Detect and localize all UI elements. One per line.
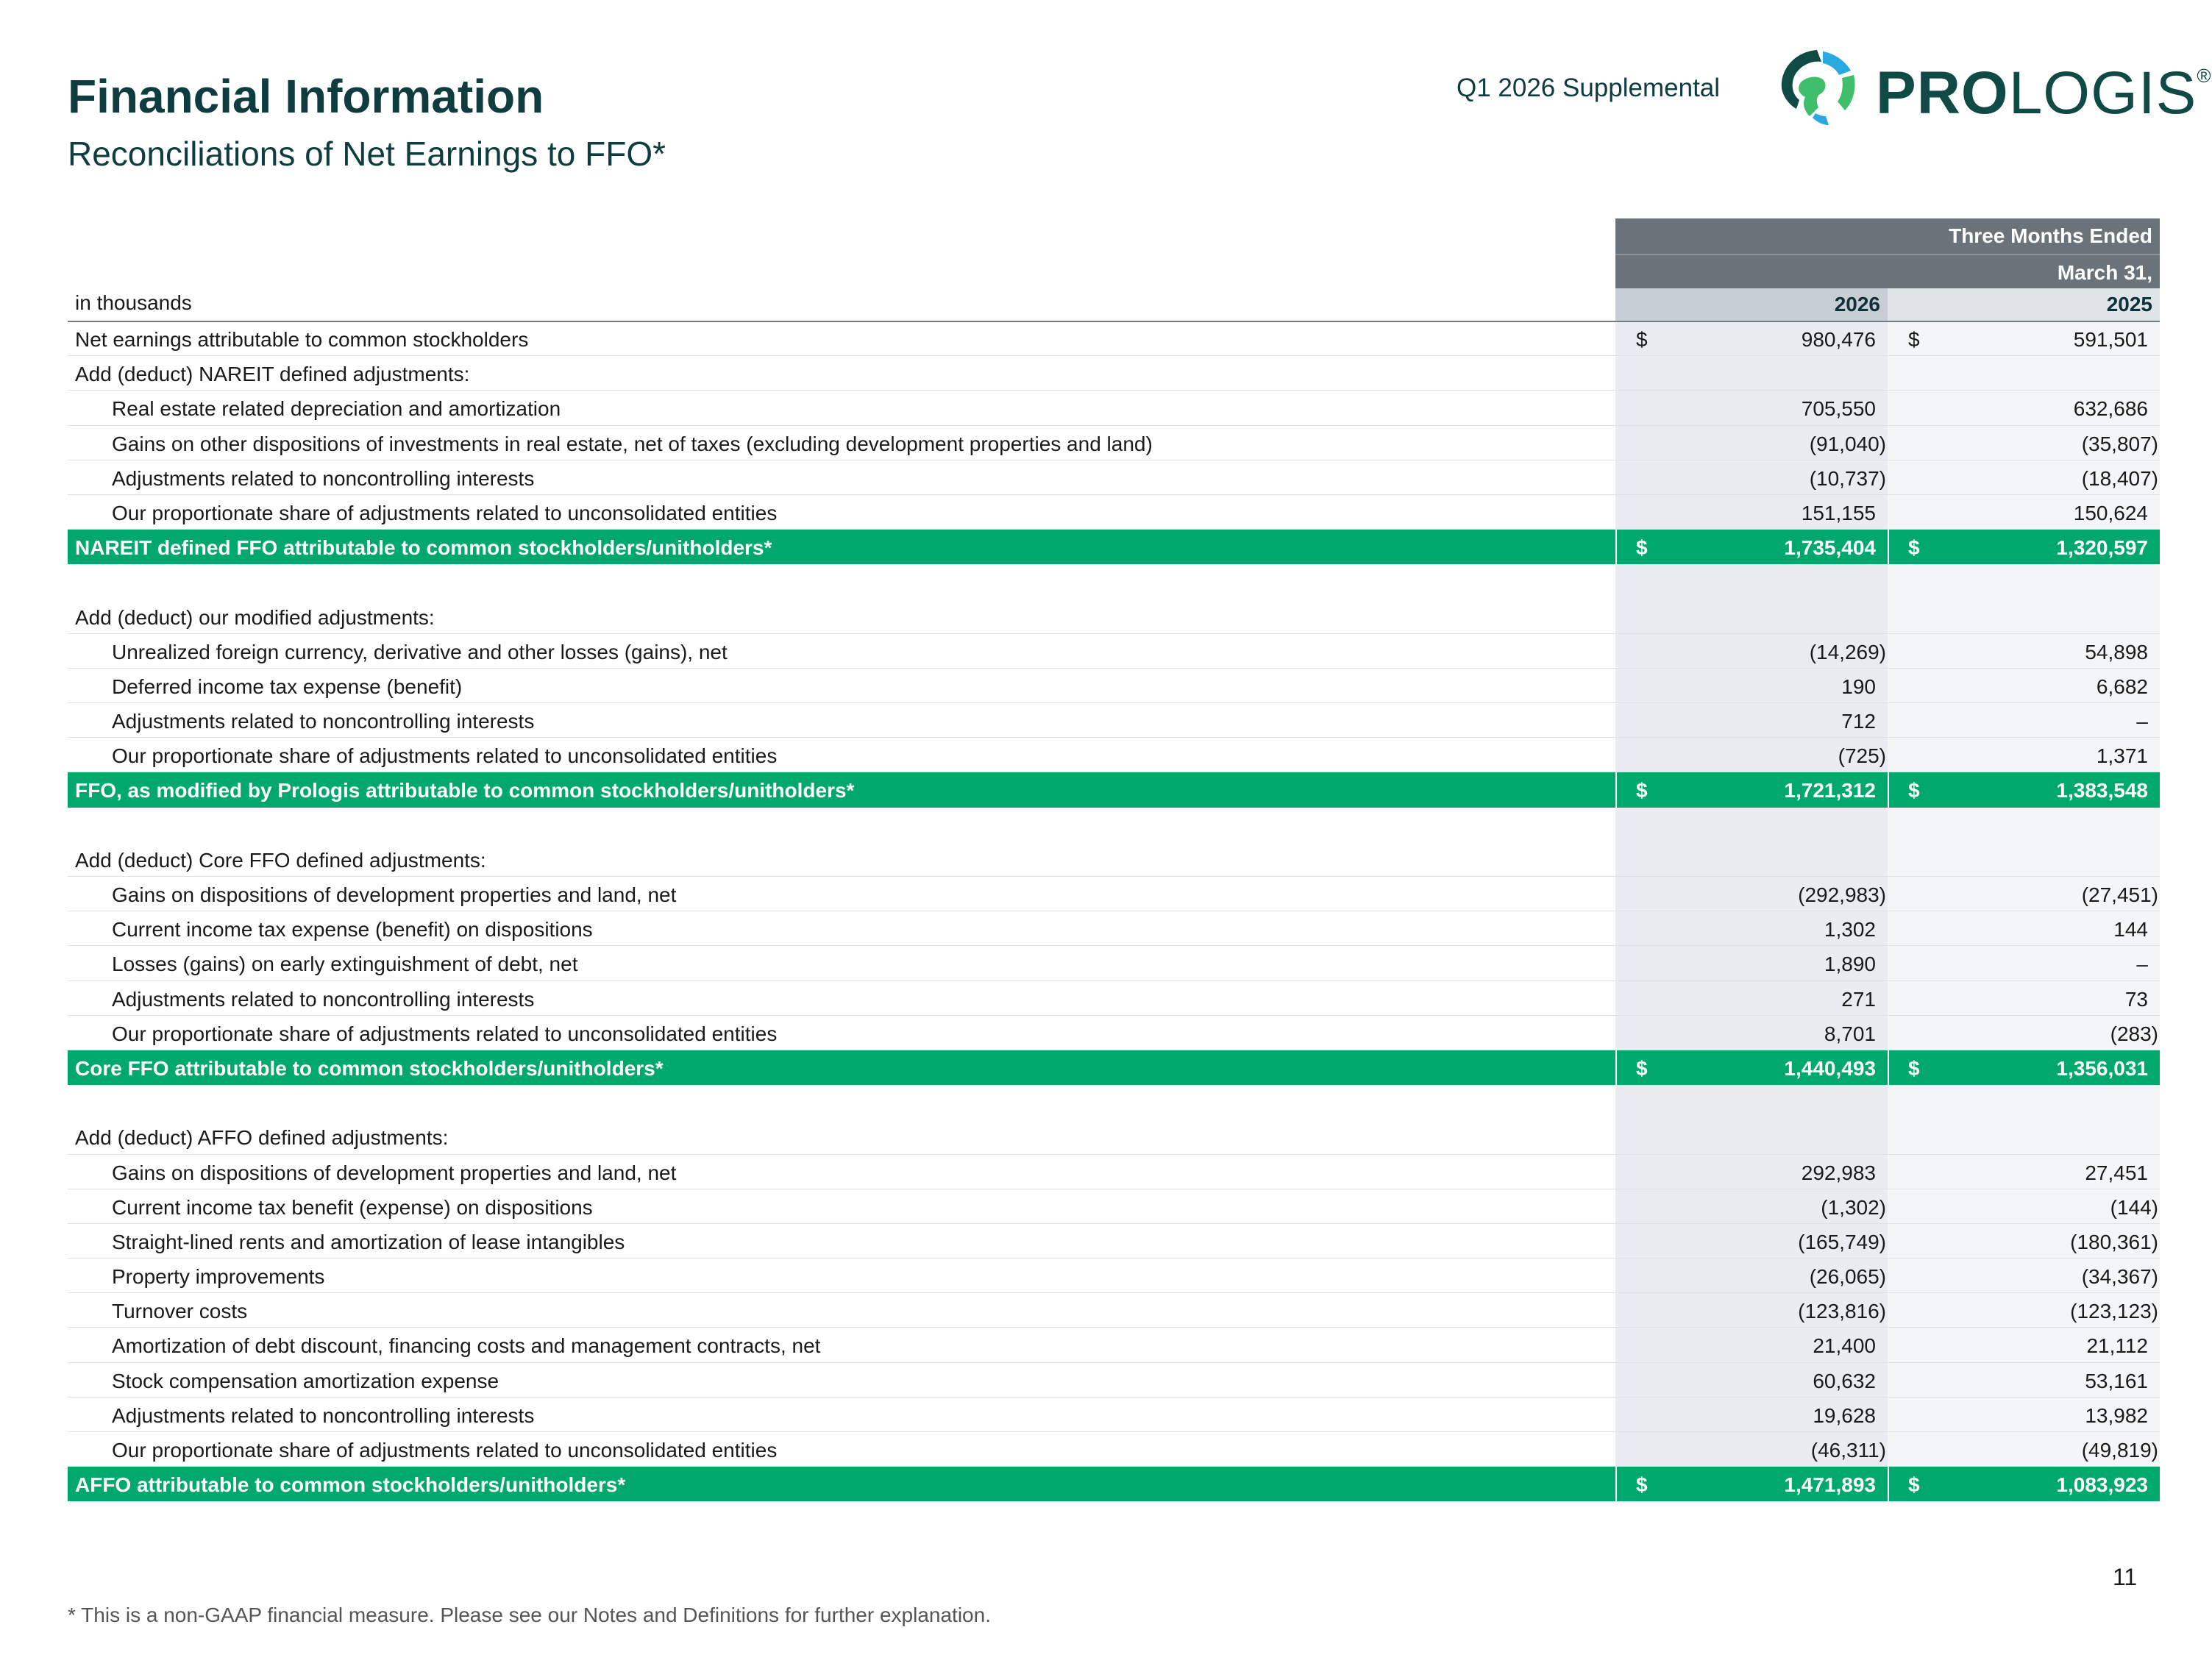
currency-symbol: $ <box>1636 1056 1648 1080</box>
row-label: Straight-lined rents and amortization of lease intangibles <box>112 1230 625 1253</box>
row-label: Adjustments related to noncontrolling interests <box>112 466 535 490</box>
value-2025: (34,367) <box>2081 1265 2158 1289</box>
table-row <box>68 1155 2160 1189</box>
currency-symbol: $ <box>1636 779 1648 802</box>
currency-symbol: $ <box>1908 536 1920 560</box>
year-header-2026: 2026 <box>1615 288 1888 321</box>
value-2025: (144) <box>2110 1195 2158 1219</box>
table-row <box>68 391 2160 425</box>
row-label: FFO, as modified by Prologis attributable to common stockholders/unitholders* <box>75 779 855 802</box>
row-label: Add (deduct) Core FFO defined adjustments: <box>75 848 486 872</box>
value-2025: 632,686 <box>2073 397 2148 421</box>
page-title: Financial Information <box>68 70 544 123</box>
row-label: Property improvements <box>112 1265 325 1289</box>
value-2025: 1,383,548 <box>2056 779 2148 802</box>
value-2026: 1,721,312 <box>1784 779 1876 802</box>
globe-logo-icon <box>1774 46 1863 131</box>
value-2025: – <box>2136 710 2148 733</box>
column-divider <box>1615 530 1617 564</box>
reconciliation-table <box>68 321 2160 1501</box>
table-row <box>68 356 2160 391</box>
column-divider <box>1888 1467 1889 1501</box>
footnote: * This is a non-GAAP financial measure. Please see our Notes and Definitions for further explanation. <box>68 1604 991 1626</box>
value-2026: 980,476 <box>1801 328 1876 351</box>
table-row <box>68 1259 2160 1293</box>
value-2025: 1,320,597 <box>2056 536 2148 560</box>
row-label: Deferred income tax expense (benefit) <box>112 675 463 698</box>
currency-symbol: $ <box>1636 328 1648 351</box>
value-2025: 1,083,923 <box>2056 1473 2148 1497</box>
value-2026: (165,749) <box>1798 1230 1886 1253</box>
value-2026: 1,735,404 <box>1784 536 1876 560</box>
row-label: Stock compensation amortization expense <box>112 1369 499 1392</box>
value-2026: (14,269) <box>1809 640 1886 663</box>
units-label: in thousands <box>75 291 192 314</box>
value-2026: (91,040) <box>1809 432 1886 455</box>
currency-symbol: $ <box>1636 536 1648 560</box>
value-2025: (18,407) <box>2081 466 2158 490</box>
column-divider <box>1615 772 1617 807</box>
row-label: Add (deduct) NAREIT defined adjustments: <box>75 363 470 386</box>
table-row <box>68 1016 2160 1050</box>
year-header-2025: 2025 <box>1888 288 2160 321</box>
table-row <box>68 1363 2160 1398</box>
value-2025: (35,807) <box>2081 432 2158 455</box>
row-label: Our proportionate share of adjustments related to unconsolidated entities <box>112 744 778 768</box>
row-label: Net earnings attributable to common stockholders <box>75 328 529 351</box>
value-2026: 271 <box>1841 987 1876 1011</box>
row-label: Amortization of debt discount, financing costs and management contracts, net <box>112 1334 821 1358</box>
prologis-logo <box>1774 46 2212 131</box>
value-2026: 1,302 <box>1824 918 1876 942</box>
column-divider <box>1888 530 1889 564</box>
currency-symbol: $ <box>1636 1473 1648 1497</box>
table-row <box>68 426 2160 460</box>
page-subtitle: Reconciliations of Net Earnings to FFO* <box>68 135 666 173</box>
column-divider <box>1888 772 1889 807</box>
table-row <box>68 1120 2160 1154</box>
table-row <box>68 808 2160 842</box>
column-divider <box>1888 1050 1889 1085</box>
value-2026: (123,816) <box>1798 1300 1886 1323</box>
table-row <box>68 1050 2160 1085</box>
table-row <box>68 842 2160 877</box>
table-row <box>68 772 2160 807</box>
table-row <box>68 1085 2160 1120</box>
row-label: Real estate related depreciation and amortization <box>112 397 561 421</box>
value-2026: 19,628 <box>1813 1403 1876 1427</box>
table-row <box>68 530 2160 564</box>
table-row <box>68 911 2160 946</box>
table-row <box>68 669 2160 703</box>
row-label: Core FFO attributable to common stockholders/unitholders* <box>75 1056 664 1080</box>
table-row <box>68 1224 2160 1259</box>
value-2026: 1,440,493 <box>1784 1056 1876 1080</box>
table-row <box>68 495 2160 530</box>
table-row <box>68 1467 2160 1501</box>
value-2025: 1,356,031 <box>2056 1056 2148 1080</box>
table-row <box>68 564 2160 599</box>
value-2025: – <box>2136 953 2148 976</box>
table-row <box>68 1328 2160 1362</box>
table-row <box>68 703 2160 738</box>
row-label: Gains on dispositions of development properties and land, net <box>112 883 677 906</box>
row-label: Adjustments related to noncontrolling interests <box>112 1403 535 1427</box>
row-label: Our proportionate share of adjustments related to unconsolidated entities <box>112 1022 778 1045</box>
column-divider <box>1615 1467 1617 1501</box>
table-row <box>68 877 2160 911</box>
table-row <box>68 738 2160 772</box>
table-row <box>68 460 2160 495</box>
row-label: Turnover costs <box>112 1300 248 1323</box>
row-label: AFFO attributable to common stockholders/unitholders* <box>75 1473 626 1497</box>
value-2025: (283) <box>2110 1022 2158 1045</box>
value-2026: (1,302) <box>1821 1195 1886 1219</box>
table-row <box>68 321 2160 356</box>
value-2026: 8,701 <box>1824 1022 1876 1045</box>
value-2026: 60,632 <box>1813 1369 1876 1392</box>
value-2026: (292,983) <box>1798 883 1886 906</box>
value-2026: (10,737) <box>1809 466 1886 490</box>
value-2025: 27,451 <box>2085 1161 2148 1184</box>
value-2026: 705,550 <box>1801 397 1876 421</box>
table-row <box>68 634 2160 669</box>
value-2025: 54,898 <box>2085 640 2148 663</box>
row-label: Current income tax expense (benefit) on dispositions <box>112 918 593 942</box>
row-label: Our proportionate share of adjustments related to unconsolidated entities <box>112 501 778 524</box>
value-2025: 144 <box>2113 918 2148 942</box>
table-row <box>68 1293 2160 1328</box>
value-2025: 53,161 <box>2085 1369 2148 1392</box>
value-2025: 150,624 <box>2073 501 2148 524</box>
row-label: Unrealized foreign currency, derivative and other losses (gains), net <box>112 640 728 663</box>
currency-symbol: $ <box>1908 328 1920 351</box>
row-label: Adjustments related to noncontrolling interests <box>112 987 535 1011</box>
table-row <box>68 599 2160 634</box>
value-2026: 712 <box>1841 710 1876 733</box>
value-2025: 21,112 <box>2086 1334 2148 1358</box>
row-label: Losses (gains) on early extinguishment of debt, net <box>112 953 578 976</box>
value-2026: (46,311) <box>1810 1439 1886 1462</box>
currency-symbol: $ <box>1908 1056 1920 1080</box>
row-label: Adjustments related to noncontrolling interests <box>112 710 535 733</box>
value-2026: (725) <box>1838 744 1886 768</box>
value-2025: 1,371 <box>2096 744 2148 768</box>
column-divider <box>1615 1050 1617 1085</box>
row-label: NAREIT defined FFO attributable to common stockholders/unitholders* <box>75 536 772 560</box>
value-2026: 1,471,893 <box>1784 1473 1876 1497</box>
value-2025: (123,123) <box>2070 1300 2158 1323</box>
supplemental-label: Q1 2026 Supplemental <box>1457 74 1721 102</box>
value-2025: 6,682 <box>2096 675 2148 698</box>
row-label: Current income tax benefit (expense) on dispositions <box>112 1195 593 1219</box>
table-row <box>68 946 2160 980</box>
table-row <box>68 981 2160 1016</box>
table-row <box>68 1432 2160 1467</box>
value-2026: 151,155 <box>1801 501 1876 524</box>
table-row <box>68 1189 2160 1224</box>
value-2025: (27,451) <box>2081 883 2158 906</box>
logo-wordmark: PROLOGIS® <box>1876 60 2212 127</box>
currency-symbol: $ <box>1908 779 1920 802</box>
period-date-header: March 31, <box>1615 254 2160 289</box>
value-2025: 13,982 <box>2085 1403 2148 1427</box>
value-2026: 190 <box>1841 675 1876 698</box>
page-number: 11 <box>2113 1564 2138 1590</box>
row-label: Gains on dispositions of development properties and land, net <box>112 1161 677 1184</box>
value-2025: (49,819) <box>2081 1439 2158 1462</box>
currency-symbol: $ <box>1908 1473 1920 1497</box>
value-2025: 73 <box>2124 987 2148 1011</box>
table-row <box>68 1398 2160 1432</box>
row-label: Add (deduct) our modified adjustments: <box>75 605 435 629</box>
value-2026: 1,890 <box>1824 953 1876 976</box>
value-2026: 21,400 <box>1813 1334 1876 1358</box>
value-2026: 292,983 <box>1801 1161 1876 1184</box>
period-header: Three Months Ended <box>1615 218 2160 254</box>
row-label: Add (deduct) AFFO defined adjustments: <box>75 1126 449 1150</box>
value-2025: (180,361) <box>2070 1230 2158 1253</box>
value-2026: (26,065) <box>1809 1265 1886 1289</box>
row-label: Our proportionate share of adjustments related to unconsolidated entities <box>112 1439 778 1462</box>
value-2025: 591,501 <box>2073 328 2148 351</box>
row-label: Gains on other dispositions of investments in real estate, net of taxes (excluding development properties and land) <box>112 432 1153 455</box>
